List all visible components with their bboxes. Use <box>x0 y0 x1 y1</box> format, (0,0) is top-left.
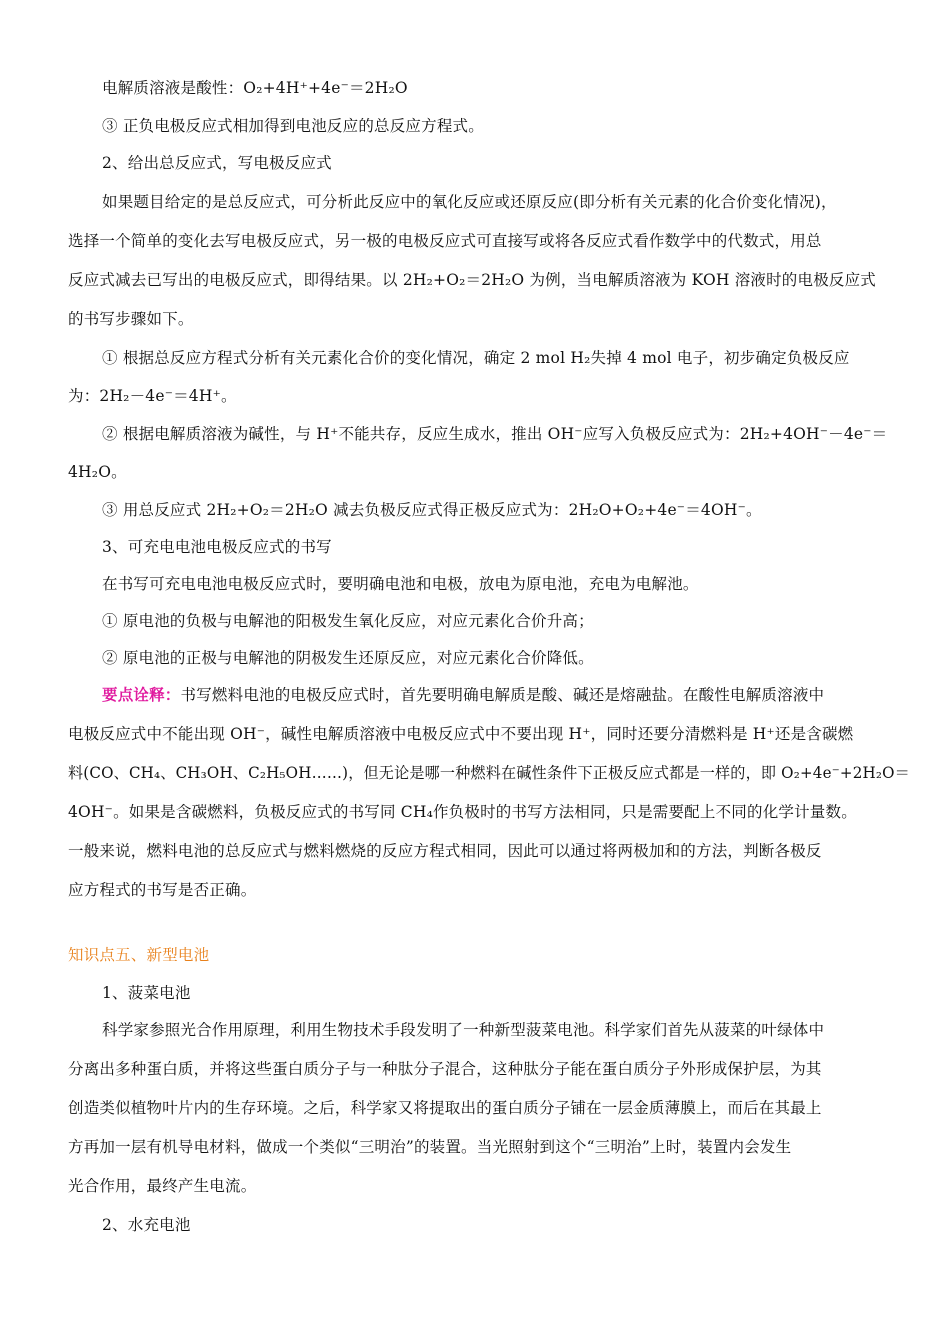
section-heading: 知识点五、新型电池 <box>68 946 210 964</box>
key-point-text: 书写燃料电池的电极反应式时，首先要明确电解质是酸、碱还是熔融盐。在酸性电解质溶液中 <box>180 686 825 704</box>
subheading: 1、菠菜电池 <box>102 984 191 1002</box>
key-point-first-line <box>102 685 824 705</box>
key-point-line: 应方程式的书写是否正确。 <box>68 881 257 899</box>
text-line: ① 原电池的负极与电解池的阳极发生氧化反应，对应元素化合价升高； <box>102 612 594 630</box>
text-line: ② 原电池的正极与电解池的阴极发生还原反应，对应元素化合价降低。 <box>102 649 594 667</box>
paragraph-line: 创造类似植物叶片内的生存环境。之后，科学家又将提取出的蛋白质分子铺在一层金质薄膜上，而后在其最上 <box>68 1099 822 1117</box>
key-point-label: 要点诠释： <box>102 685 181 704</box>
text-line: ② 根据电解质溶液为碱性，与 H⁺不能共存，反应生成水，推出 OH⁻应写入负极反应式为：2H₂+4OH⁻－4e⁻＝ <box>102 425 888 443</box>
text-line: 在书写可充电电池电极反应式时，要明确电池和电极，放电为原电池，充电为电解池。 <box>102 575 699 593</box>
text-line: 的书写步骤如下。 <box>68 310 194 328</box>
subheading: 2、给出总反应式，写电极反应式 <box>102 154 332 172</box>
text-line: 电解质溶液是酸性：O₂+4H⁺+4e⁻＝2H₂O <box>102 79 408 97</box>
key-point-line: 电极反应式中不能出现 OH⁻，碱性电解质溶液中电极反应式中不要出现 H⁺，同时还要分清燃料是 H⁺还是含碳燃 <box>68 725 854 743</box>
paragraph-line: 科学家参照光合作用原理，利用生物技术手段发明了一种新型菠菜电池。科学家们首先从菠菜的叶绿体中 <box>102 1021 825 1039</box>
key-point-line: 4OH⁻。如果是含碳燃料，负极反应式的书写同 CH₄作负极时的书写方法相同，只是需要配上不同的化学计量数。 <box>68 803 857 821</box>
text-line: 选择一个简单的变化去写电极反应式，另一极的电极反应式可直接写或将各反应式看作数学中的代数式，用总 <box>68 232 822 250</box>
paragraph-line: 分离出多种蛋白质，并将这些蛋白质分子与一种肽分子混合，这种肽分子能在蛋白质分子外形成保护层，为其 <box>68 1060 822 1078</box>
text-line: ③ 正负电极反应式相加得到电池反应的总反应方程式。 <box>102 117 484 135</box>
subheading: 2、水充电池 <box>102 1216 191 1234</box>
text-line: ③ 用总反应式 2H₂+O₂＝2H₂O 减去负极反应式得正极反应式为：2H₂O+O₂+4e⁻＝4OH⁻。 <box>102 501 762 519</box>
text-line: 反应式减去已写出的电极反应式，即得结果。以 2H₂+O₂＝2H₂O 为例，当电解质溶液为 KOH 溶液时的电极反应式 <box>68 271 876 289</box>
paragraph-line: 方再加一层有机导电材料，做成一个类似“三明治”的装置。当光照射到这个“三明治”上时，装置内会发生 <box>68 1138 792 1156</box>
text-line: 如果题目给定的是总反应式，可分析此反应中的氧化反应或还原反应(即分析有关元素的化合价变化情况)， <box>102 193 837 211</box>
paragraph-line: 光合作用，最终产生电流。 <box>68 1177 257 1195</box>
key-point-line: 一般来说，燃料电池的总反应式与燃料燃烧的反应方程式相同，因此可以通过将两极加和的方法，判断各极反 <box>68 842 822 860</box>
subheading: 3、可充电电池电极反应式的书写 <box>102 538 332 556</box>
text-line: 为：2H₂－4e⁻＝4H⁺。 <box>68 387 237 405</box>
text-line: ① 根据总反应方程式分析有关元素化合价的变化情况，确定 2 mol H₂失掉 4 mol 电子，初步确定负极反应 <box>102 349 850 367</box>
text-line: 4H₂O。 <box>68 463 127 481</box>
key-point-line: 料(CO、CH₄、CH₃OH、C₂H₅OH……)，但无论是哪一种燃料在碱性条件下正极反应式都是一样的，即 O₂+4e⁻+2H₂O＝ <box>68 764 910 782</box>
